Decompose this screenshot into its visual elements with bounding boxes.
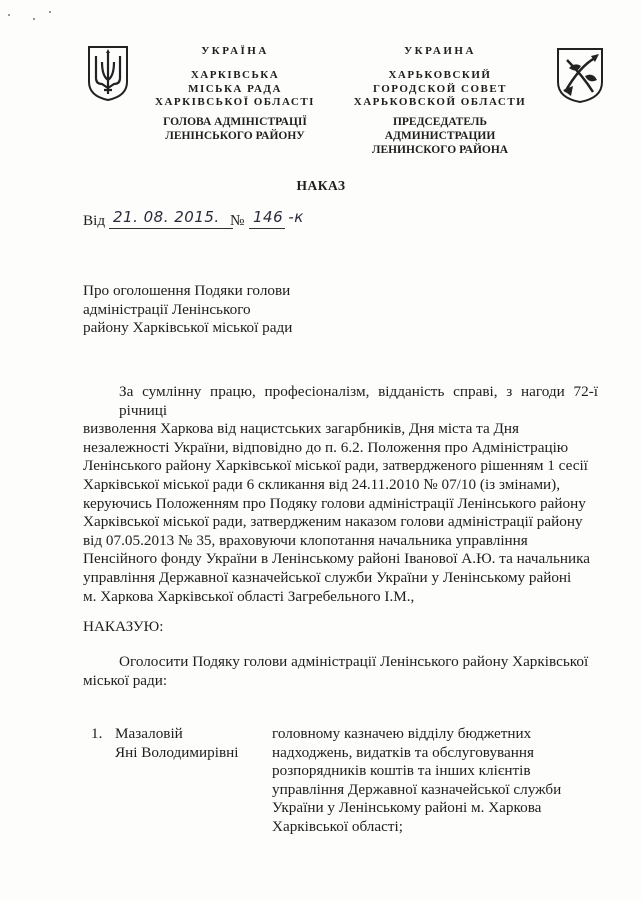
header-right-council: ХАРЬКОВСКИЙ ГОРОДСКОЙ СОВЕТ ХАРЬКОВСКОЙ ОБЛАСТИ: [353, 69, 527, 108]
scan-speck: [49, 11, 51, 13]
number-value: 146 -к: [253, 208, 304, 226]
order-subject: Про оголошення Подяки голови адміністрації Ленінського району Харківської міської ради: [83, 282, 293, 337]
document-type-title: НАКАЗ: [296, 178, 346, 193]
trident-emblem-icon: [86, 44, 130, 102]
scan-speck: [33, 18, 35, 20]
date-value: 21. 08. 2015.: [113, 208, 220, 226]
date-number-row: [83, 206, 503, 232]
header-left-country: УКРАЇНА: [201, 45, 269, 57]
header-right-position: ПРЕДСЕДАТЕЛЬ АДМИНИСТРАЦИИ ЛЕНИНСКОГО РАЙОНА: [371, 116, 509, 156]
header-left-position: ГОЛОВА АДМІНІСТРАЦІЇ ЛЕНІНСЬКОГО РАЙОНУ: [163, 116, 307, 142]
kharkiv-coat-of-arms-icon: [555, 46, 605, 104]
preamble-paragraph: За сумлінну працю, професіоналізм, відданість справі, з нагоди 72-ї річниці визволення Харкова від нацистських загарбників, Дня міста та Дня незалежності України, відповідно до п. 6.2. Положення про Адміністрацію Ленінського району Харківської міської ради, затвердженого рішенням 1 сесії Харківської міської ради 6 скликання від 24.11.2010 № 07/10 (із змінами), керуючись Положенням про Подяку голови адміністрації Ленінського району Харківської міської ради, затвердженим наказом голови адміністрації району від 07.05.2013 № 35, враховуючи клопотання начальника управління Пенсійного фонду України в Ленінському районі Іванової А.Ю. та начальника управління Державної казначейської служби України у Ленінському районі м. Харкова Харківської області Загребельного І.М.,: [83, 383, 598, 605]
order-statement: Оголосити Подяку голови адміністрації Ленінського району Харківської міської ради:: [83, 653, 589, 689]
header-left-council: ХАРКІВСЬКА МІСЬКА РАДА ХАРКІВСЬКОЇ ОБЛАСТІ: [155, 69, 315, 108]
date-underline: [109, 228, 233, 229]
awardee-number: 1.: [91, 725, 103, 742]
awardee-name: Мазаловій Яні Володимирівні: [115, 725, 239, 761]
number-underline: [249, 228, 285, 229]
header-right-country: УКРАИНА: [404, 45, 476, 57]
date-from-label: Від: [83, 212, 106, 229]
scan-speck: [8, 14, 10, 16]
awardee-position: головному казначею відділу бюджетних надходжень, видатків та обслуговування розпорядників коштів та інших клієнтів управління Державної казначейської служби України у Ленінському районі м. Харкова Харківської області;: [272, 725, 562, 835]
order-word: НАКАЗУЮ:: [83, 618, 164, 635]
number-label: №: [230, 212, 245, 229]
